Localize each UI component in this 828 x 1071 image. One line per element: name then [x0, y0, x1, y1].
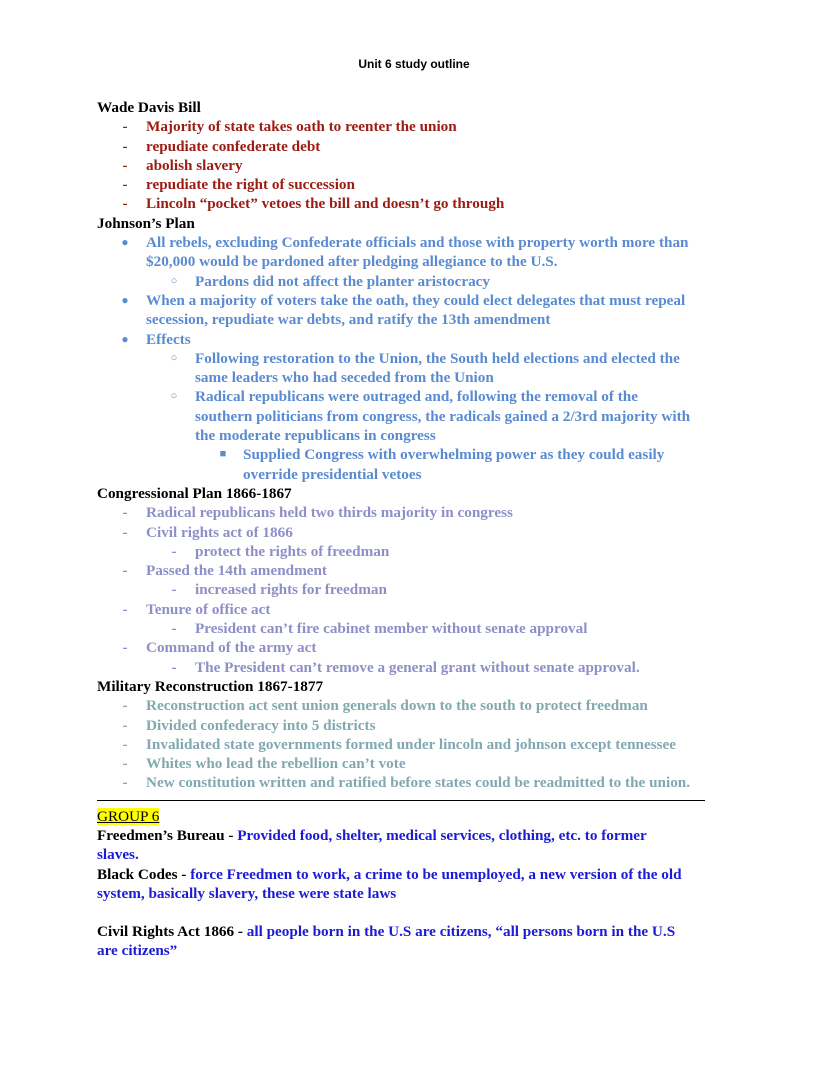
group-label: GROUP 6 [97, 807, 160, 825]
list-item [97, 735, 757, 754]
dash-marker: - [122, 562, 128, 580]
document-content [97, 98, 757, 961]
list-item [97, 445, 757, 464]
list-item-text: Civil rights act of 1866 [146, 523, 293, 541]
definition-text: Provided food, shelter, medical services, clothing, etc. to former [237, 826, 647, 844]
group-label-line [97, 807, 757, 826]
circle-marker: ○ [170, 390, 178, 403]
dash-marker: - [171, 542, 177, 560]
dash-marker: - [122, 716, 128, 734]
list-item [97, 156, 757, 175]
definition-continuation: are citizens” [97, 942, 178, 960]
dash-marker: - [122, 523, 128, 541]
document-title: Unit 6 study outline [358, 57, 470, 71]
square-marker: ■ [219, 448, 227, 461]
list-item-text: Whites who lead the rebellion can’t vote [146, 755, 406, 773]
list-item [97, 503, 757, 522]
list-item [97, 658, 757, 677]
list-item-text: protect the rights of freedman [195, 542, 390, 560]
circle-marker: ○ [170, 351, 178, 364]
list-item [97, 175, 757, 194]
list-item [97, 773, 757, 792]
dash-marker: - [122, 735, 128, 753]
list-item-text: Divided confederacy into 5 districts [146, 716, 376, 734]
dash-marker: - [171, 658, 177, 676]
dash-marker: - [122, 697, 128, 715]
list-item-text: Radical republicans held two thirds majority in congress [146, 504, 513, 522]
list-item-text: When a majority of voters take the oath, they could elect delegates that must repeal [146, 291, 686, 309]
list-item-continuation: secession, repudiate war debts, and ratify the 13th amendment [146, 311, 551, 329]
definition-continuation: system, basically slavery, these were state laws [97, 884, 397, 902]
list-item-text: abolish slavery [146, 156, 243, 174]
horizontal-divider [97, 800, 705, 801]
list-item [97, 117, 757, 136]
dash-marker: - [171, 581, 177, 599]
section-heading-military: Military Reconstruction 1867-1877 [97, 677, 324, 695]
definition-civil-rights [97, 922, 757, 941]
list-item [97, 754, 757, 773]
list-item-text: All rebels, excluding Confederate officials and those with property worth more than [146, 234, 689, 252]
bullet-dot-marker: ● [121, 235, 129, 250]
dash-marker: - [171, 620, 177, 638]
list-item [97, 349, 757, 368]
list-item [97, 580, 757, 599]
list-item-text: Effects [146, 330, 191, 348]
list-item-text: President can’t fire cabinet member without senate approval [195, 620, 588, 638]
list-item [97, 387, 757, 406]
list-item [97, 600, 757, 619]
blank-line [97, 903, 757, 922]
list-item [97, 330, 757, 349]
list-item-text: Pardons did not affect the planter aristocracy [195, 272, 490, 290]
list-item [97, 194, 757, 213]
dash-marker: - [122, 774, 128, 792]
list-item [97, 542, 757, 561]
list-item-text: Majority of state takes oath to reenter the union [146, 118, 457, 136]
list-item-continuation: $20,000 would be pardoned after pledging allegiance to the U.S. [146, 253, 558, 271]
definition-continuation: slaves. [97, 846, 139, 864]
dash-marker: - [122, 195, 128, 213]
list-item-continuation: the moderate republicans in congress [195, 427, 436, 445]
bullet-dot-marker: ● [121, 331, 129, 346]
list-item [97, 716, 757, 735]
dash-marker: - [122, 137, 128, 155]
section-heading-congressional: Congressional Plan 1866-1867 [97, 484, 292, 502]
list-item [97, 561, 757, 580]
list-item-text: Reconstruction act sent union generals down to the south to protect freedman [146, 697, 648, 715]
list-item-text: Supplied Congress with overwhelming power as they could easily [243, 446, 665, 464]
list-item [97, 619, 757, 638]
list-item-continuation: override presidential vetoes [243, 465, 422, 483]
definition-term: Civil Rights Act 1866 - [97, 923, 247, 941]
list-item [97, 638, 757, 657]
dash-marker: - [122, 118, 128, 136]
list-item-text: increased rights for freedman [195, 581, 387, 599]
section-heading-johnson: Johnson’s Plan [97, 214, 195, 232]
list-item [97, 233, 757, 252]
list-item-text: Following restoration to the Union, the South held elections and elected the [195, 349, 680, 367]
list-item-text: Radical republicans were outraged and, following the removal of the [195, 388, 638, 406]
list-item [97, 291, 757, 310]
list-item-text: Passed the 14th amendment [146, 562, 327, 580]
dash-marker: - [122, 600, 128, 618]
list-item [97, 696, 757, 715]
definition-text: force Freedmen to work, a crime to be unemployed, a new version of the old [190, 865, 682, 883]
list-item-continuation: southern politicians from congress, the radicals gained a 2/3rd majority with [195, 407, 691, 425]
definition-text: all people born in the U.S are citizens, “all persons born in the U.S [246, 923, 676, 941]
list-item [97, 523, 757, 542]
list-item-text: The President can’t remove a general grant without senate approval. [195, 658, 640, 676]
definition-term: Freedmen’s Bureau - [97, 826, 238, 844]
dash-marker: - [122, 176, 128, 194]
section-heading-wade-davis: Wade Davis Bill [97, 99, 201, 116]
definition-black-codes [97, 865, 757, 884]
list-item-text: Invalidated state governments formed under lincoln and johnson except tennessee [146, 735, 677, 753]
bullet-dot-marker: ● [121, 292, 129, 307]
list-item [97, 272, 757, 291]
list-item-text: Tenure of office act [146, 600, 271, 618]
list-item [97, 137, 757, 156]
list-item-text: repudiate confederate debt [146, 137, 321, 155]
definition-term: Black Codes - [97, 865, 191, 883]
definition-freedmen [97, 826, 757, 845]
list-item-continuation: same leaders who had seceded from the Union [195, 369, 494, 387]
dash-marker: - [122, 504, 128, 522]
list-item-text: Lincoln “pocket” vetoes the bill and doesn’t go through [146, 195, 505, 213]
dash-marker: - [122, 755, 128, 773]
list-item-text: repudiate the right of succession [146, 176, 355, 194]
dash-marker: - [122, 639, 128, 657]
list-item-text: New constitution written and ratified before states could be readmitted to the union. [146, 774, 691, 792]
dash-marker: - [122, 156, 128, 174]
list-item-text: Command of the army act [146, 639, 317, 657]
circle-marker: ○ [170, 274, 178, 287]
